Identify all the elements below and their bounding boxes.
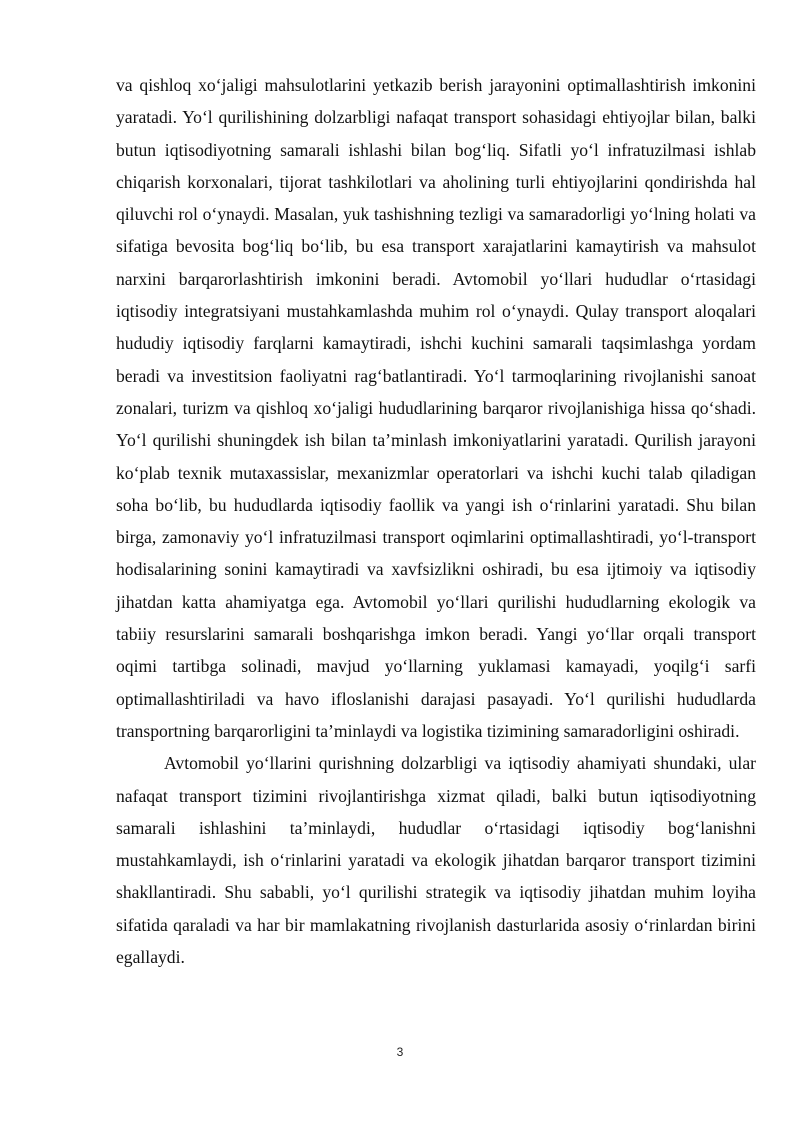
body-paragraph-2: Avtomobil yo‘llarini qurishning dolzarbligi va iqtisodiy ahamiyati shundaki, ular nafaqat transport tizimini rivojlantirishga xizmat qiladi, balki butun iqtisodiyotning samarali ishlashini ta’minlaydi, hududlar o‘rtasidagi iqtisodiy bog‘lanishni mustahkamlaydi, ish o‘rinlarini yaratadi va ekologik jihatdan barqaror transport tizimini shakllantiradi. Shu sababli, yo‘l qurilishi strategik va iqtisodiy jihatdan muhim loyiha sifatida qaraladi va har bir mamlakatning rivojlanish dasturlarida asosiy o‘rinlardan birini egallaydi.: [116, 753, 756, 968]
document-body: [116, 69, 756, 973]
body-paragraph-1: va qishloq xo‘jaligi mahsulotlarini yetkazib berish jarayonini optimallashtirish imkonini yaratadi. Yo‘l qurilishining dolzarbligi nafaqat transport sohasidagi ehtiyojlar bilan, balki butun iqtisodiyotning samarali ishlashi bilan bog‘liq. Sifatli yo‘l infratuzilmasi ishlab chiqarish korxonalari, tijorat tashkilotlari va aholining turli ehtiyojlarini qondirishda hal qiluvchi rol o‘ynaydi. Masalan, yuk tashishning tezligi va samaradorligi yo‘lning holati va sifatiga bevosita bog‘liq bo‘lib, bu esa transport xarajatlarini kamaytirish va mahsulot narxini barqarorlashtirish imkonini beradi. Avtomobil yo‘llari hududlar o‘rtasidagi iqtisodiy integratsiyani mustahkamlashda muhim rol o‘ynaydi. Qulay transport aloqalari hududiy iqtisodiy farqlarni kamaytiradi, ishchi kuchini samarali taqsimlashga yordam beradi va investitsion faoliyatni rag‘batlantiradi. Yo‘l tarmoqlarining rivojlanishi sanoat zonalari, turizm va qishloq xo‘jaligi hududlarining barqaror rivojlanishiga hissa qo‘shadi. Yo‘l qurilishi shuningdek ish bilan ta’minlash imkoniyatlarini yaratadi. Qurilish jarayoni ko‘plab texnik mutaxassislar, mexanizmlar operatorlari va ishchi kuchi talab qiladigan soha bo‘lib, bu hududlarda iqtisodiy faollik va yangi ish o‘rinlarini yaratadi. Shu bilan birga, zamonaviy yo‘l infratuzilmasi transport oqimlarini optimallashtiradi, yo‘l-transport hodisalarining sonini kamaytiradi va xavfsizlikni oshiradi, bu esa ijtimoiy va iqtisodiy jihatdan katta ahamiyatga ega. Avtomobil yo‘llari qurilishi hududlarning ekologik va tabiiy resurslarini samarali boshqarishga imkon beradi. Yangi yo‘llar orqali transport oqimi tartibga solinadi, mavjud yo‘llarning yuklamasi kamayadi, yoqilg‘i sarfi optimallashtiriladi va havo ifloslanishi darajasi pasayadi. Yo‘l qurilishi hududlarda transportning barqarorligini ta’minlaydi va logistika tizimining samaradorligini oshiradi.: [116, 75, 756, 741]
page-number: 3: [396, 1045, 404, 1059]
